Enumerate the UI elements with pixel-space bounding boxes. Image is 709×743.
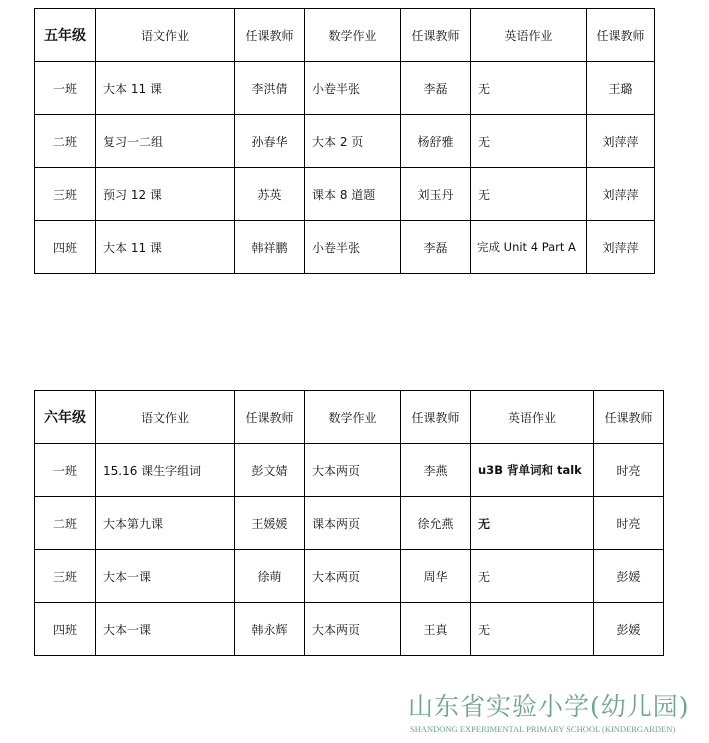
header-chinese-homework: 语文作业 bbox=[96, 391, 235, 444]
math-homework: 大本两页 bbox=[305, 444, 401, 497]
class-name: 一班 bbox=[35, 62, 96, 115]
math-homework: 大本两页 bbox=[305, 550, 401, 603]
table-row bbox=[35, 497, 664, 550]
english-teacher: 彭媛 bbox=[594, 550, 664, 603]
grade-label: 五年级 bbox=[35, 9, 96, 62]
header-teacher: 任课教师 bbox=[587, 9, 655, 62]
english-homework: 无 bbox=[471, 115, 587, 168]
class-name: 二班 bbox=[35, 115, 96, 168]
english-teacher: 刘萍萍 bbox=[587, 221, 655, 274]
math-homework: 课本两页 bbox=[305, 497, 401, 550]
class-name: 四班 bbox=[35, 221, 96, 274]
grade-label: 六年级 bbox=[35, 391, 96, 444]
english-homework: u3B 背单词和 talk bbox=[471, 444, 594, 497]
header-teacher: 任课教师 bbox=[401, 391, 471, 444]
english-homework: 无 bbox=[471, 550, 594, 603]
school-logo bbox=[408, 691, 700, 741]
chinese-teacher: 韩永辉 bbox=[235, 603, 305, 656]
english-homework: 无 bbox=[471, 168, 587, 221]
table-header-row bbox=[35, 391, 664, 444]
math-homework: 大本两页 bbox=[305, 603, 401, 656]
chinese-homework: 大本 11 课 bbox=[96, 62, 235, 115]
english-teacher: 刘萍萍 bbox=[587, 115, 655, 168]
header-english-homework: 英语作业 bbox=[471, 391, 594, 444]
chinese-homework: 15.16 课生字组词 bbox=[96, 444, 235, 497]
grade5-homework-table bbox=[34, 8, 655, 274]
chinese-teacher: 孙春华 bbox=[235, 115, 305, 168]
header-teacher: 任课教师 bbox=[235, 391, 305, 444]
english-homework: 无 bbox=[471, 62, 587, 115]
table-row bbox=[35, 221, 655, 274]
math-homework: 小卷半张 bbox=[305, 221, 401, 274]
school-name-en: SHANDONG EXPERIMENTAL PRIMARY SCHOOL (KINDERGARDEN) bbox=[410, 724, 676, 734]
math-homework: 大本 2 页 bbox=[305, 115, 401, 168]
math-teacher: 李磊 bbox=[401, 221, 471, 274]
class-name: 三班 bbox=[35, 550, 96, 603]
english-teacher: 时亮 bbox=[594, 497, 664, 550]
grade6-homework-table bbox=[34, 390, 664, 656]
chinese-homework: 大本 11 课 bbox=[96, 221, 235, 274]
class-name: 四班 bbox=[35, 603, 96, 656]
chinese-teacher: 徐萌 bbox=[235, 550, 305, 603]
class-name: 一班 bbox=[35, 444, 96, 497]
table-row bbox=[35, 550, 664, 603]
table-row bbox=[35, 168, 655, 221]
math-homework: 课本 8 道题 bbox=[305, 168, 401, 221]
math-teacher: 徐允燕 bbox=[401, 497, 471, 550]
english-teacher: 王璐 bbox=[587, 62, 655, 115]
class-name: 二班 bbox=[35, 497, 96, 550]
chinese-homework: 大本一课 bbox=[96, 550, 235, 603]
header-teacher: 任课教师 bbox=[235, 9, 305, 62]
chinese-teacher: 李洪倩 bbox=[235, 62, 305, 115]
chinese-teacher: 王媛媛 bbox=[235, 497, 305, 550]
header-teacher: 任课教师 bbox=[401, 9, 471, 62]
english-homework: 完成 Unit 4 Part A bbox=[471, 221, 587, 274]
math-homework: 小卷半张 bbox=[305, 62, 401, 115]
math-teacher: 李燕 bbox=[401, 444, 471, 497]
english-homework: 无 bbox=[471, 603, 594, 656]
english-teacher: 刘萍萍 bbox=[587, 168, 655, 221]
chinese-homework: 预习 12 课 bbox=[96, 168, 235, 221]
chinese-teacher: 彭文婧 bbox=[235, 444, 305, 497]
table-header-row bbox=[35, 9, 655, 62]
school-name-cn: 山东省实验小学(幼儿园) bbox=[408, 692, 690, 721]
class-name: 三班 bbox=[35, 168, 96, 221]
math-teacher: 周华 bbox=[401, 550, 471, 603]
english-teacher: 时亮 bbox=[594, 444, 664, 497]
math-teacher: 王真 bbox=[401, 603, 471, 656]
table-row bbox=[35, 115, 655, 168]
header-teacher: 任课教师 bbox=[594, 391, 664, 444]
table-row bbox=[35, 603, 664, 656]
math-teacher: 李磊 bbox=[401, 62, 471, 115]
chinese-homework: 大本第九课 bbox=[96, 497, 235, 550]
header-english-homework: 英语作业 bbox=[471, 9, 587, 62]
chinese-teacher: 韩祥鹏 bbox=[235, 221, 305, 274]
header-math-homework: 数学作业 bbox=[305, 391, 401, 444]
math-teacher: 杨舒雅 bbox=[401, 115, 471, 168]
english-teacher: 彭媛 bbox=[594, 603, 664, 656]
chinese-homework: 复习一二组 bbox=[96, 115, 235, 168]
table-row bbox=[35, 62, 655, 115]
math-teacher: 刘玉丹 bbox=[401, 168, 471, 221]
header-math-homework: 数学作业 bbox=[305, 9, 401, 62]
chinese-homework: 大本一课 bbox=[96, 603, 235, 656]
chinese-teacher: 苏英 bbox=[235, 168, 305, 221]
table-row bbox=[35, 444, 664, 497]
header-chinese-homework: 语文作业 bbox=[96, 9, 235, 62]
english-homework: 无 bbox=[471, 497, 594, 550]
